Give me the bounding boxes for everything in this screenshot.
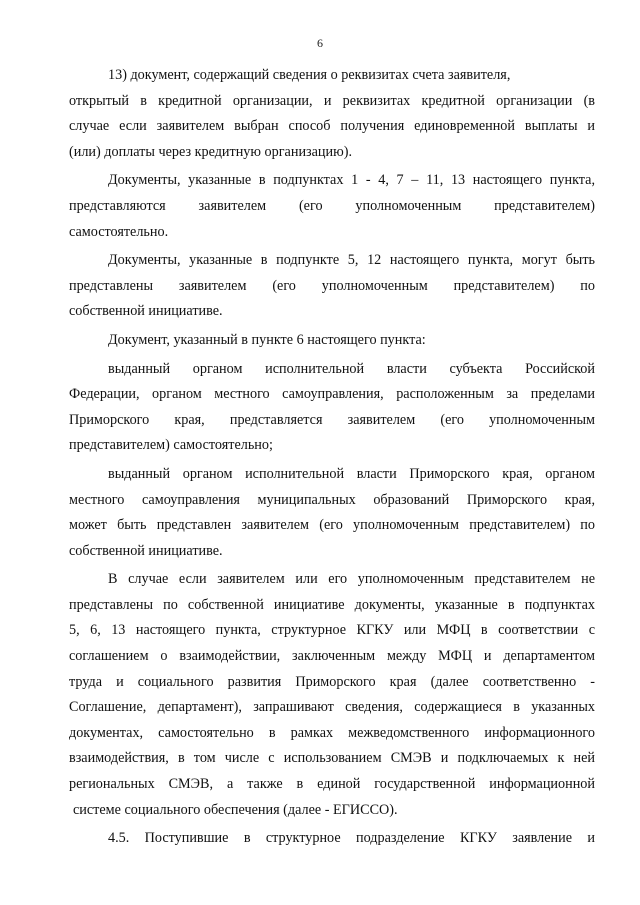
text-line: системе социального обеспечения (далее - ЕГИССО).: [73, 801, 398, 818]
paragraph-documents-self: [69, 168, 595, 245]
text-line: документах, самостоятельно в рамках межведомственного информационного: [69, 724, 595, 741]
text-line: выданный органом исполнительной власти Приморского края, органом: [108, 465, 595, 482]
paragraph-account-details: [69, 63, 595, 165]
text-line: представляются заявителем (его уполномоченным представителем): [69, 197, 595, 214]
text-line: региональных СМЭВ, а также в единой государственной информационной: [69, 776, 595, 793]
text-line: [69, 63, 595, 89]
text-line: может быть представлен заявителем (его уполномоченным представителем) по: [69, 517, 595, 534]
text-line: Документы, указанные в подпункте 5, 12 настоящего пункта, могут быть: [108, 252, 595, 269]
paragraph-document-6: [69, 328, 595, 354]
text-line: труда и социального развития Приморского края (далее соответственно -: [69, 673, 595, 690]
text-line: представлены заявителем (его уполномоченным представителем) по: [69, 277, 595, 294]
paragraph-interagency-request: [69, 567, 595, 823]
text-line: Документ, указанный в пункте 6 настоящего пункта:: [108, 331, 426, 348]
text-line: представлены по собственной инициативе документы, указанные в подпунктах: [69, 596, 595, 613]
paragraph-issued-primorsky: [69, 462, 595, 564]
text-line: (или) доплаты через кредитную организацию).: [69, 143, 352, 160]
text-line: 4.5. Поступившие в структурное подразделение КГКУ заявление и: [108, 830, 595, 847]
text-line: местного самоуправления муниципальных образований Приморского края,: [69, 491, 595, 508]
text-line: Документы, указанные в подпунктах 1 - 4, 7 – 11, 13 настоящего пункта,: [108, 172, 595, 189]
text-line: открытый в кредитной организации, и реквизитах кредитной организации (в: [69, 92, 595, 109]
text-line: взаимодействия, в том числе с использованием СМЭВ и подключаемых к ней: [69, 750, 595, 767]
text-line: собственной инициативе.: [69, 542, 223, 559]
paragraph-section-4-5: [69, 826, 595, 852]
document-body: [69, 63, 595, 852]
text-line: представителем) самостоятельно;: [69, 437, 273, 454]
paragraph-documents-initiative: [69, 248, 595, 325]
text-line: В случае если заявителем или его уполномоченным представителем не: [108, 571, 595, 588]
text-line: собственной инициативе.: [69, 303, 223, 320]
text-line: Соглашение, департамент), запрашивают сведения, содержащиеся в указанных: [69, 699, 595, 716]
text-line: случае если заявителем выбран способ получения единовременной выплаты и: [69, 118, 595, 135]
text-line: Федерации, органом местного самоуправления, расположенным за пределами: [69, 386, 595, 403]
paragraph-issued-outside: [69, 357, 595, 459]
page-number: 6: [317, 36, 323, 50]
text-line: самостоятельно.: [69, 223, 169, 240]
text-line: соглашением о взаимодействии, заключенным между МФЦ и департаментом: [69, 648, 595, 665]
text-line: выданный органом исполнительной власти субъекта Российской: [108, 360, 595, 377]
text-line: 5, 6, 13 настоящего пункта, структурное КГКУ или МФЦ в соответствии с: [69, 622, 595, 639]
text-line-content: 13) документ, содержащий сведения о реквизитах счета заявителя,: [108, 67, 511, 83]
text-line: Приморского края, представляется заявителем (его уполномоченным: [69, 411, 595, 428]
